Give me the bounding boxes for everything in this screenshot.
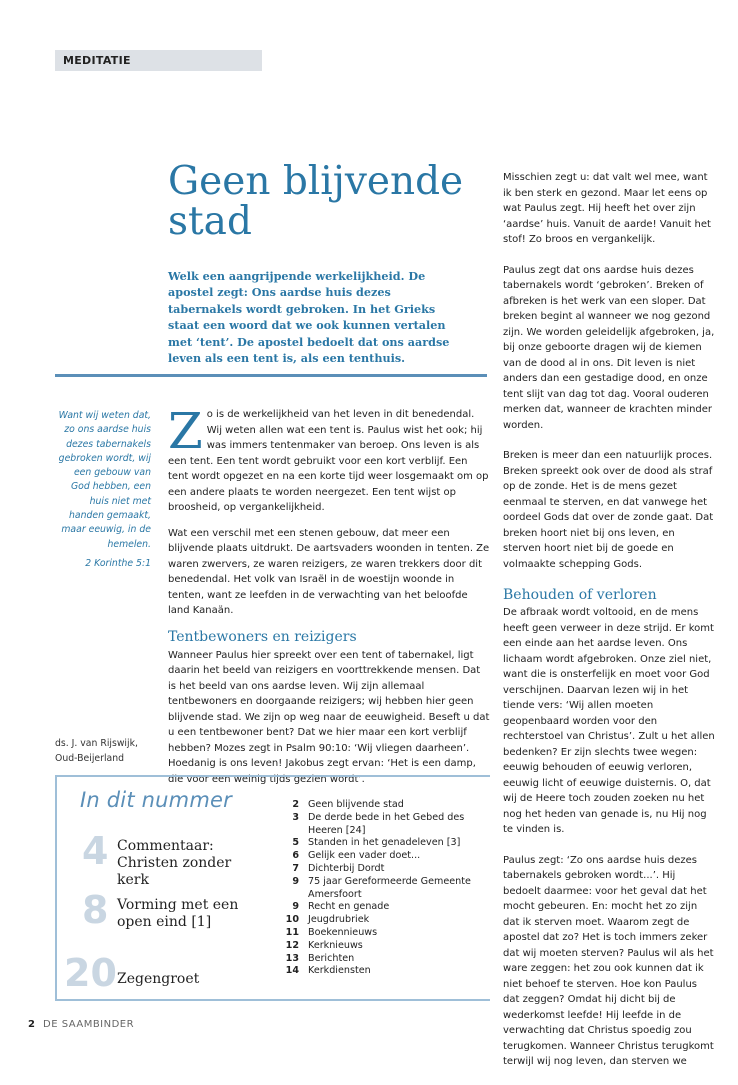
paragraph-text: o is de werkelijkheid van het leven in dit benedendal. Wij weten allen wat een tent is. Paulus wist het ook; hij was immers tentenmaker van beroep. Ons leven is als een tent. Een tent wordt gebruikt voor een kort verblijf. Een tent wordt opgezet en na een korte tijd weer losgemaakt om op een andere plaats te worden neergezet. Een tent wijst op broosheid, op vergankelijkheid. bbox=[168, 409, 489, 513]
article-paragraph: Misschien zegt u: dat valt wel mee, want ik ben sterk en gezond. Maar let eens op wat Paulus zegt. Hij heeft het over zijn ‘aardse’ huis. Vanuit de aarde! Vanuit het stof! Zo broos en vergankelijk. bbox=[503, 172, 711, 245]
bible-quote-reference: 2 Korinthe 5:1 bbox=[85, 558, 151, 569]
feature-page-number: 8 bbox=[82, 888, 109, 932]
article-lead: Welk een aangrijpende werkelijkheid. De apostel zegt: Ons aardse huis dezes tabernakels wordt gebroken. In het Grieks staat een woord dat we ook kunnen vertalen met ‘tent’. De apostel bedoelt dat ons aardse leven als een tent is, als een tenthuis. bbox=[168, 269, 450, 366]
toc-entry[interactable] bbox=[277, 953, 487, 966]
toc-title: De derde bede in het Gebed des Heeren [24] bbox=[308, 811, 465, 836]
feature-title: Vorming met een open eind [1] bbox=[117, 897, 239, 930]
toc-title: Kerknieuws bbox=[308, 939, 363, 951]
toc-entry[interactable] bbox=[277, 850, 487, 863]
toc-entry[interactable] bbox=[277, 799, 487, 812]
section-tag-label: MEDITATIE bbox=[63, 54, 131, 67]
section-tag bbox=[55, 50, 262, 71]
article-column-right bbox=[503, 170, 715, 1085]
toc-title: Standen in het genadeleven [3] bbox=[308, 837, 461, 849]
feature-title: Zegengroet bbox=[117, 971, 200, 987]
article-paragraph: Wat een verschil met een stenen gebouw, dat meer een blijvende plaats uitdrukt. De aartsvaders woonden in tenten. Ze waren zwervers, ze waren reizigers, ze waren trekkers door dit benedendal. Het volk van Israël in de woestijn woonde in tenten, want ze leefden in de verwachting van het beloofde land Kanaän. bbox=[168, 527, 490, 616]
toc-page: 12 bbox=[285, 939, 299, 951]
subheading-tentbewoners: Tentbewoners en reizigers bbox=[168, 628, 357, 645]
toc-entry[interactable] bbox=[277, 837, 487, 850]
toc-title: Recht en genade bbox=[308, 901, 390, 913]
footer-page-number: 2 bbox=[28, 1019, 35, 1030]
article-column-middle bbox=[168, 402, 490, 797]
table-of-contents bbox=[277, 799, 487, 978]
toc-page: 9 bbox=[292, 901, 299, 913]
toc-entry[interactable] bbox=[277, 965, 487, 978]
toc-page: 7 bbox=[292, 862, 299, 874]
author-place: Oud-Beijerland bbox=[55, 753, 125, 764]
toc-title: Boekennieuws bbox=[308, 926, 378, 938]
toc-page: 6 bbox=[292, 850, 299, 862]
toc-entry[interactable] bbox=[277, 927, 487, 940]
toc-page: 11 bbox=[285, 926, 299, 938]
toc-entry[interactable] bbox=[277, 812, 487, 838]
toc-title: Gelijk een vader doet... bbox=[308, 850, 421, 862]
toc-title: Geen blijvende stad bbox=[308, 799, 404, 810]
article-paragraph: Paulus zegt dat ons aardse huis dezes tabernakels wordt ‘gebroken’. Breken of afbreken is het werk van een sloper. Dat breken begint al wanneer we nog gezond zijn. We worden geleidelijk afgebroken, ja, bij onze geboorte dragen wij de kiemen van de dood al in ons. Dit leven is niet anders dan een gestadige dood, en onze tent slijt van dag tot dag. Vooral ouderen merken dat, wanneer de krachten minder worden. bbox=[503, 264, 715, 431]
toc-page: 5 bbox=[292, 837, 299, 849]
in-this-issue-heading: In dit nummer bbox=[80, 788, 232, 812]
feature-page-number: 20 bbox=[64, 951, 117, 995]
toc-page: 9 bbox=[292, 875, 299, 887]
author-byline bbox=[55, 736, 165, 766]
toc-page: 14 bbox=[285, 965, 299, 977]
toc-title: Jeugdrubriek bbox=[308, 914, 370, 926]
toc-entry[interactable] bbox=[277, 901, 487, 914]
article-title: Geen blijvende stad bbox=[168, 159, 464, 244]
article-paragraph: Breken is meer dan een natuurlijk proces. Breken spreekt ook over de dood als straf op de zonde. Het is de mens gezet eenmaal te sterven, en dat vanwege het oordeel Gods dat over de zonde gaat. Dat breken hoort niet bij ons leven, en sterven hoort niet bij de goede en volmaakte schepping Gods. bbox=[503, 450, 714, 570]
toc-page: 13 bbox=[285, 952, 299, 964]
article-paragraph bbox=[168, 402, 490, 516]
drop-cap: Z bbox=[168, 402, 203, 460]
toc-title: 75 jaar Gereformeerde Gemeente Amersfoort bbox=[308, 875, 471, 900]
toc-title: Dichterbij Dordt bbox=[308, 862, 385, 874]
toc-entry[interactable] bbox=[277, 863, 487, 876]
author-name: ds. J. van Rijswijk, bbox=[55, 738, 138, 749]
toc-page: 2 bbox=[292, 799, 299, 810]
feature-title: Commentaar: Christen zonder kerk bbox=[117, 838, 232, 888]
article-paragraph: Paulus zegt: ‘Zo ons aardse huis dezes tabernakels gebroken wordt...’. Hij bedoelt daarmee: voor het geval dat het mocht gebeuren. En: mocht het zo zijn dat ik sterven moet. Waarom zegt de apostel dat zo? Het is toch immers zeker dat wij moeten sterven? Paulus wil als het ware zeggen: het zou ook kunnen dat ik niet behoef te sterven. Hoe kon Paulus dat zeggen? Omdat hij dicht bij de wederkomst leefde! Hij leefde in de verwachting dat Christus spoedig zou terugkomen. Wanneer Christus terugkomt terwijl wij nog leven, dan sterven we bbox=[503, 854, 714, 1067]
toc-entry[interactable] bbox=[277, 914, 487, 927]
toc-title: Kerkdiensten bbox=[308, 965, 371, 977]
article-paragraph: Wanneer Paulus hier spreekt over een tent of tabernakel, ligt daarin het beeld van reizigers en voorttrekkende mensen. Dat is het beeld van ons aardse leven. Wij zijn allemaal tentbewoners en doorgaande reizigers; wij hebben hier geen blijvende stad. We zijn op weg naar de eeuwigheid. Beseft u dat u een tentbewoner bent? Dat we hier maar een kort verblijf hebben? Mozes zegt in Psalm 90:10: ‘Wij vliegen daarheen’. Hoedanig is ons leven! Jakobus zegt ervan: ‘Het is een damp, die voor een weinig tijds gezien wordt’. bbox=[168, 649, 490, 785]
divider-rule bbox=[55, 374, 487, 377]
toc-page: 10 bbox=[285, 914, 299, 926]
toc-page: 3 bbox=[292, 811, 299, 823]
feature-page-number: 4 bbox=[82, 829, 109, 873]
article-paragraph: De afbraak wordt voltooid, en de mens heeft geen verweer in deze strijd. Er komt een einde aan het aardse leven. Ons lichaam wordt afgebroken. Onze ziel niet, want die is onsterfelijk en moet voor God verschijnen. Daarvan lezen wij in het tiende vers: ‘Wij allen moeten geopenbaard worden voor den rechterstoel van Christus’. Zult u het allen bedenken? Er zijn slechts twee wegen: eeuwig behouden of eeuwig verloren, eeuwig licht of eeuwige duisternis. O, dat wij de Heere toch zouden zoeken nu het nog het heden van genade is, nu Hij nog te vinden is. bbox=[503, 607, 715, 835]
bible-quote: Want wij weten dat, zo ons aardse huis dezes tabernakels gebroken wordt, wij een gebouw van God hebben, een huis niet met handen gemaakt, maar eeuwig, in de hemelen. bbox=[58, 410, 151, 550]
subheading-behouden: Behouden of verloren bbox=[503, 587, 657, 603]
footer-magazine-name: DE SAAMBINDER bbox=[43, 1019, 135, 1030]
toc-entry[interactable] bbox=[277, 876, 487, 902]
toc-title: Berichten bbox=[308, 952, 355, 964]
toc-entry[interactable] bbox=[277, 940, 487, 953]
